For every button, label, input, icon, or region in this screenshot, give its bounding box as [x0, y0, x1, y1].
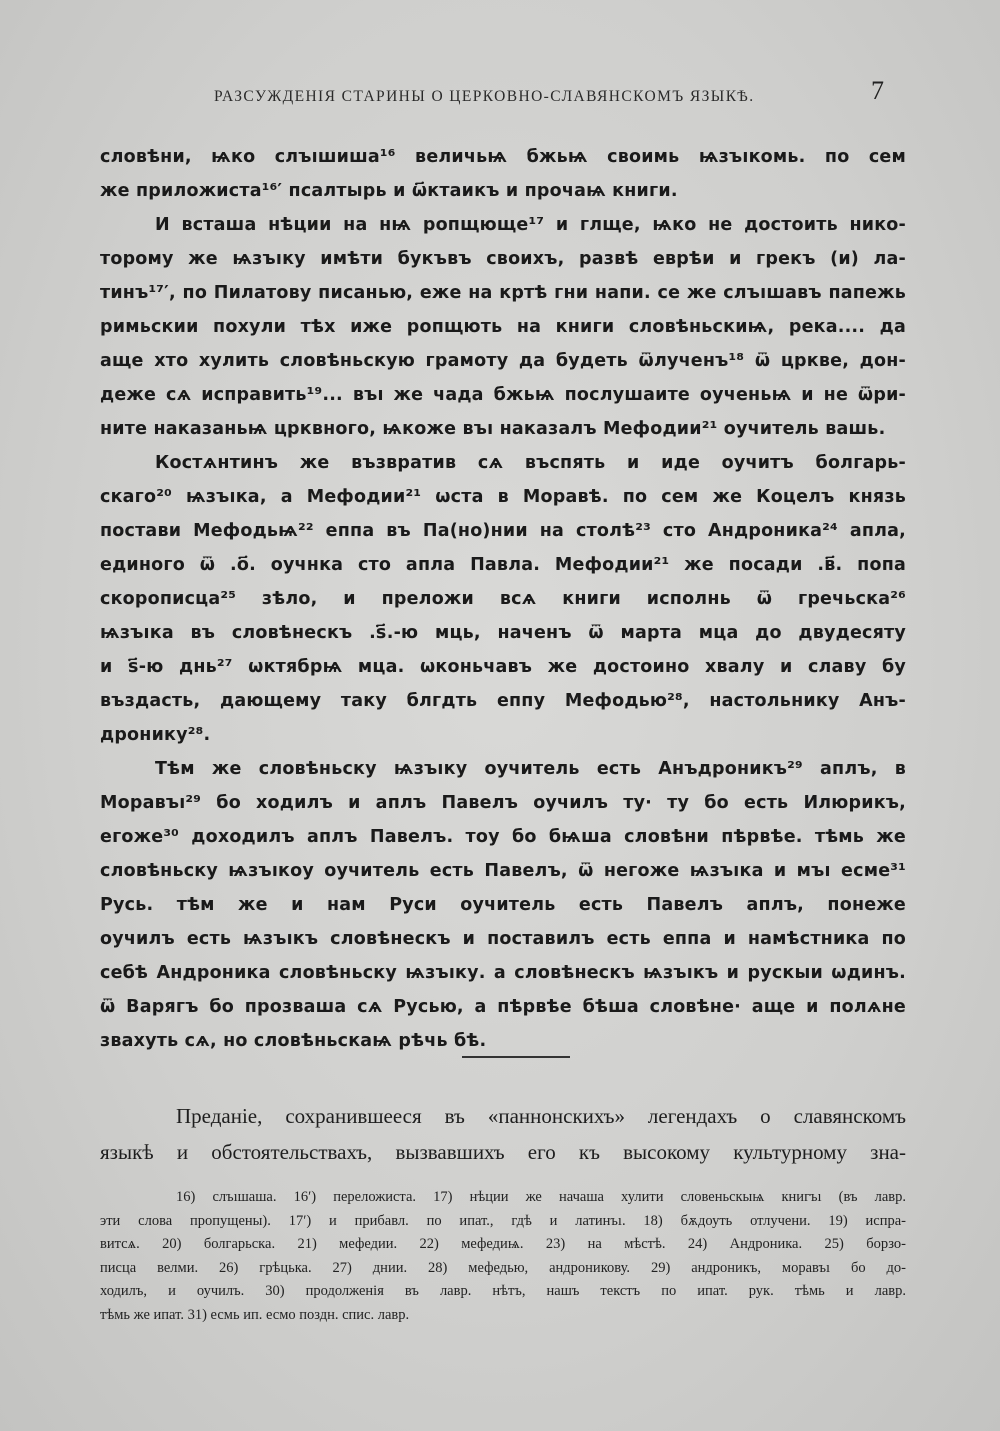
text-line: словѣньску ѩзъıкоу оучитель есть Павелъ, ѿ негоже ѩзъıка и мъı есме³¹: [100, 861, 906, 881]
text-line: аще хто хулить словѣньскую грамоту да будеть ѿлученъ¹⁸ ѿ црквe, дон-: [100, 351, 906, 371]
text-line: Костѧнтинъ же възвратив сѧ въспять и иде оучитъ болгарь-: [155, 453, 906, 473]
commentary-line: Преданіе, сохранившееся въ «паннонскихъ» легендахъ о славянскомъ: [176, 1104, 906, 1128]
text-line: себѣ Андроника словѣньску ѩзъıку. а словѣнескъ ѩзъıкъ и рускыи ѡдинъ.: [100, 963, 906, 983]
text-line: единого ѿ .о҃. оучнка сто апла Павла. Мефодии²¹ же посади .в҃. попа: [100, 555, 906, 575]
text-line: звахуть сѧ, но словѣньскаѩ рѣчь бѣ.: [100, 1031, 487, 1051]
text-line: римьскии похули тѣх иже ропщють на книги словѣньскиѩ, река.... да: [100, 317, 906, 337]
footnotes: [100, 1186, 906, 1327]
page-number: 7: [871, 76, 884, 105]
footnote-line: писца велми. 26) грѣцька. 27) днии. 28) мефедью, андроникову. 29) андроникъ, моравъı бо до-: [100, 1259, 906, 1276]
text-line: ѩзъıка въ словѣнескъ .s҃.-ю мць, наченъ ѿ марта мца до двудесяту: [100, 623, 906, 643]
text-line: и s҃-ю днь²⁷ ѡктябрѩ мца. ѡконьчавъ же достоино хвалу и славу бу: [100, 657, 906, 677]
footnote-line: тѣмь же ипат. 31) есмь ип. есмо поздн. спис. лавр.: [100, 1306, 410, 1323]
text-line: постави Мефодьѩ²² еппа въ Па(но)нии на столѣ²³ сто Андроника²⁴ апла,: [100, 521, 906, 541]
footnote-line: витсѧ. 20) болгарьска. 21) мефедии. 22) мефедиѩ. 23) на мѣстѣ. 24) Андроника. 25) борзо-: [100, 1236, 906, 1252]
text-line: ните наказаньѩ црквного, ѩкоже въı наказалъ Мефодии²¹ оучитель вашь.: [100, 419, 886, 439]
text-line: словѣни, ѩко слъıшиша¹⁶ величьѩ бжьѩ своимь ѩзъıкомь. по сем: [100, 147, 906, 167]
text-line: же приложиста¹⁶′ псалтырь и ѡ҃ктаикъ и прочаѩ книги.: [100, 181, 678, 201]
running-header: РАЗСУЖДЕНІЯ СТАРИНЫ О ЦЕРКОВНО-СЛАВЯНСКОМЪ ЯЗЫКѢ.: [214, 88, 755, 105]
commentary-paragraph: [100, 1098, 906, 1170]
text-line: Тѣм же словѣньску ѩзъıку оучитель есть Анъдроникъ²⁹ аплъ, в: [155, 759, 906, 779]
text-line: егоже³⁰ доходилъ аплъ Павелъ. тоу бо бѩша словѣни пѣрвѣе. тѣмь же: [100, 827, 906, 847]
text-line: И всташа нѣции на нѩ ропщюще¹⁷ и глще, ѩко не достоить нико-: [155, 215, 906, 235]
text-line: тинъ¹⁷′, по Пилатову писанью, еже на кртѣ гни напи. се же слъıшавъ папежь: [100, 283, 906, 303]
text-line: ѿ Варягъ бо прозваша сѧ Русью, а пѣрвѣе бѣша словѣне· аще и полѧне: [100, 997, 906, 1017]
text-line: торому же ѩзъıку имѣти букъвъ своихъ, развѣ еврѣи и грекъ (и) ла-: [100, 249, 906, 269]
footnote-line: 16) слъıшаша. 16′) переложиста. 17) нѣции же начаша хулити словеньскыѩ книгъı (въ лавр.: [176, 1189, 906, 1205]
footnote-line: эти слова пропущены). 17′) и прибавл. по ипат., гдѣ и латинъı. 18) бѫдоуть отлучени. 19) испра-: [100, 1212, 906, 1229]
text-line: деже сѧ исправить¹⁹... въı же чада бжьѩ послушаите оученьѩ и не ѿри-: [100, 385, 906, 405]
text-line: скаго²⁰ ѩзъıка, а Мефодии²¹ ѡста в Моравѣ. по сем же Коцелъ князь: [100, 487, 906, 507]
text-line: въздасть, дающему таку блгдть еппу Мефодью²⁸, настольнику Анъ-: [100, 691, 906, 711]
church-slavonic-passage: [100, 140, 906, 1058]
text-line: скорописца²⁵ зѣло, и преложи всѧ книги исполнь ѿ гречьска²⁶: [100, 589, 906, 609]
text-line: Русь. тѣм же и нам Руси оучитель есть Павелъ аплъ, понеже: [100, 895, 906, 915]
text-line: оучилъ есть ѩзъıкъ словѣнескъ и поставилъ есть еппа и намѣстника по: [100, 929, 906, 949]
commentary-line: языкѣ и обстоятельствахъ, вызвавшихъ его къ высокому культурному зна-: [100, 1140, 906, 1164]
footnote-line: ходилъ, и оучилъ. 30) продолженія въ лавр. нѣтъ, нашъ текстъ по ипат. рук. тѣмь и лавр.: [100, 1283, 906, 1299]
text-line: дронику²⁸.: [100, 725, 211, 745]
section-divider: [462, 1056, 570, 1058]
text-line: Моравъı²⁹ бо ходилъ и аплъ Павелъ оучилъ ту· ту бо есть Илюрикъ,: [100, 793, 906, 813]
